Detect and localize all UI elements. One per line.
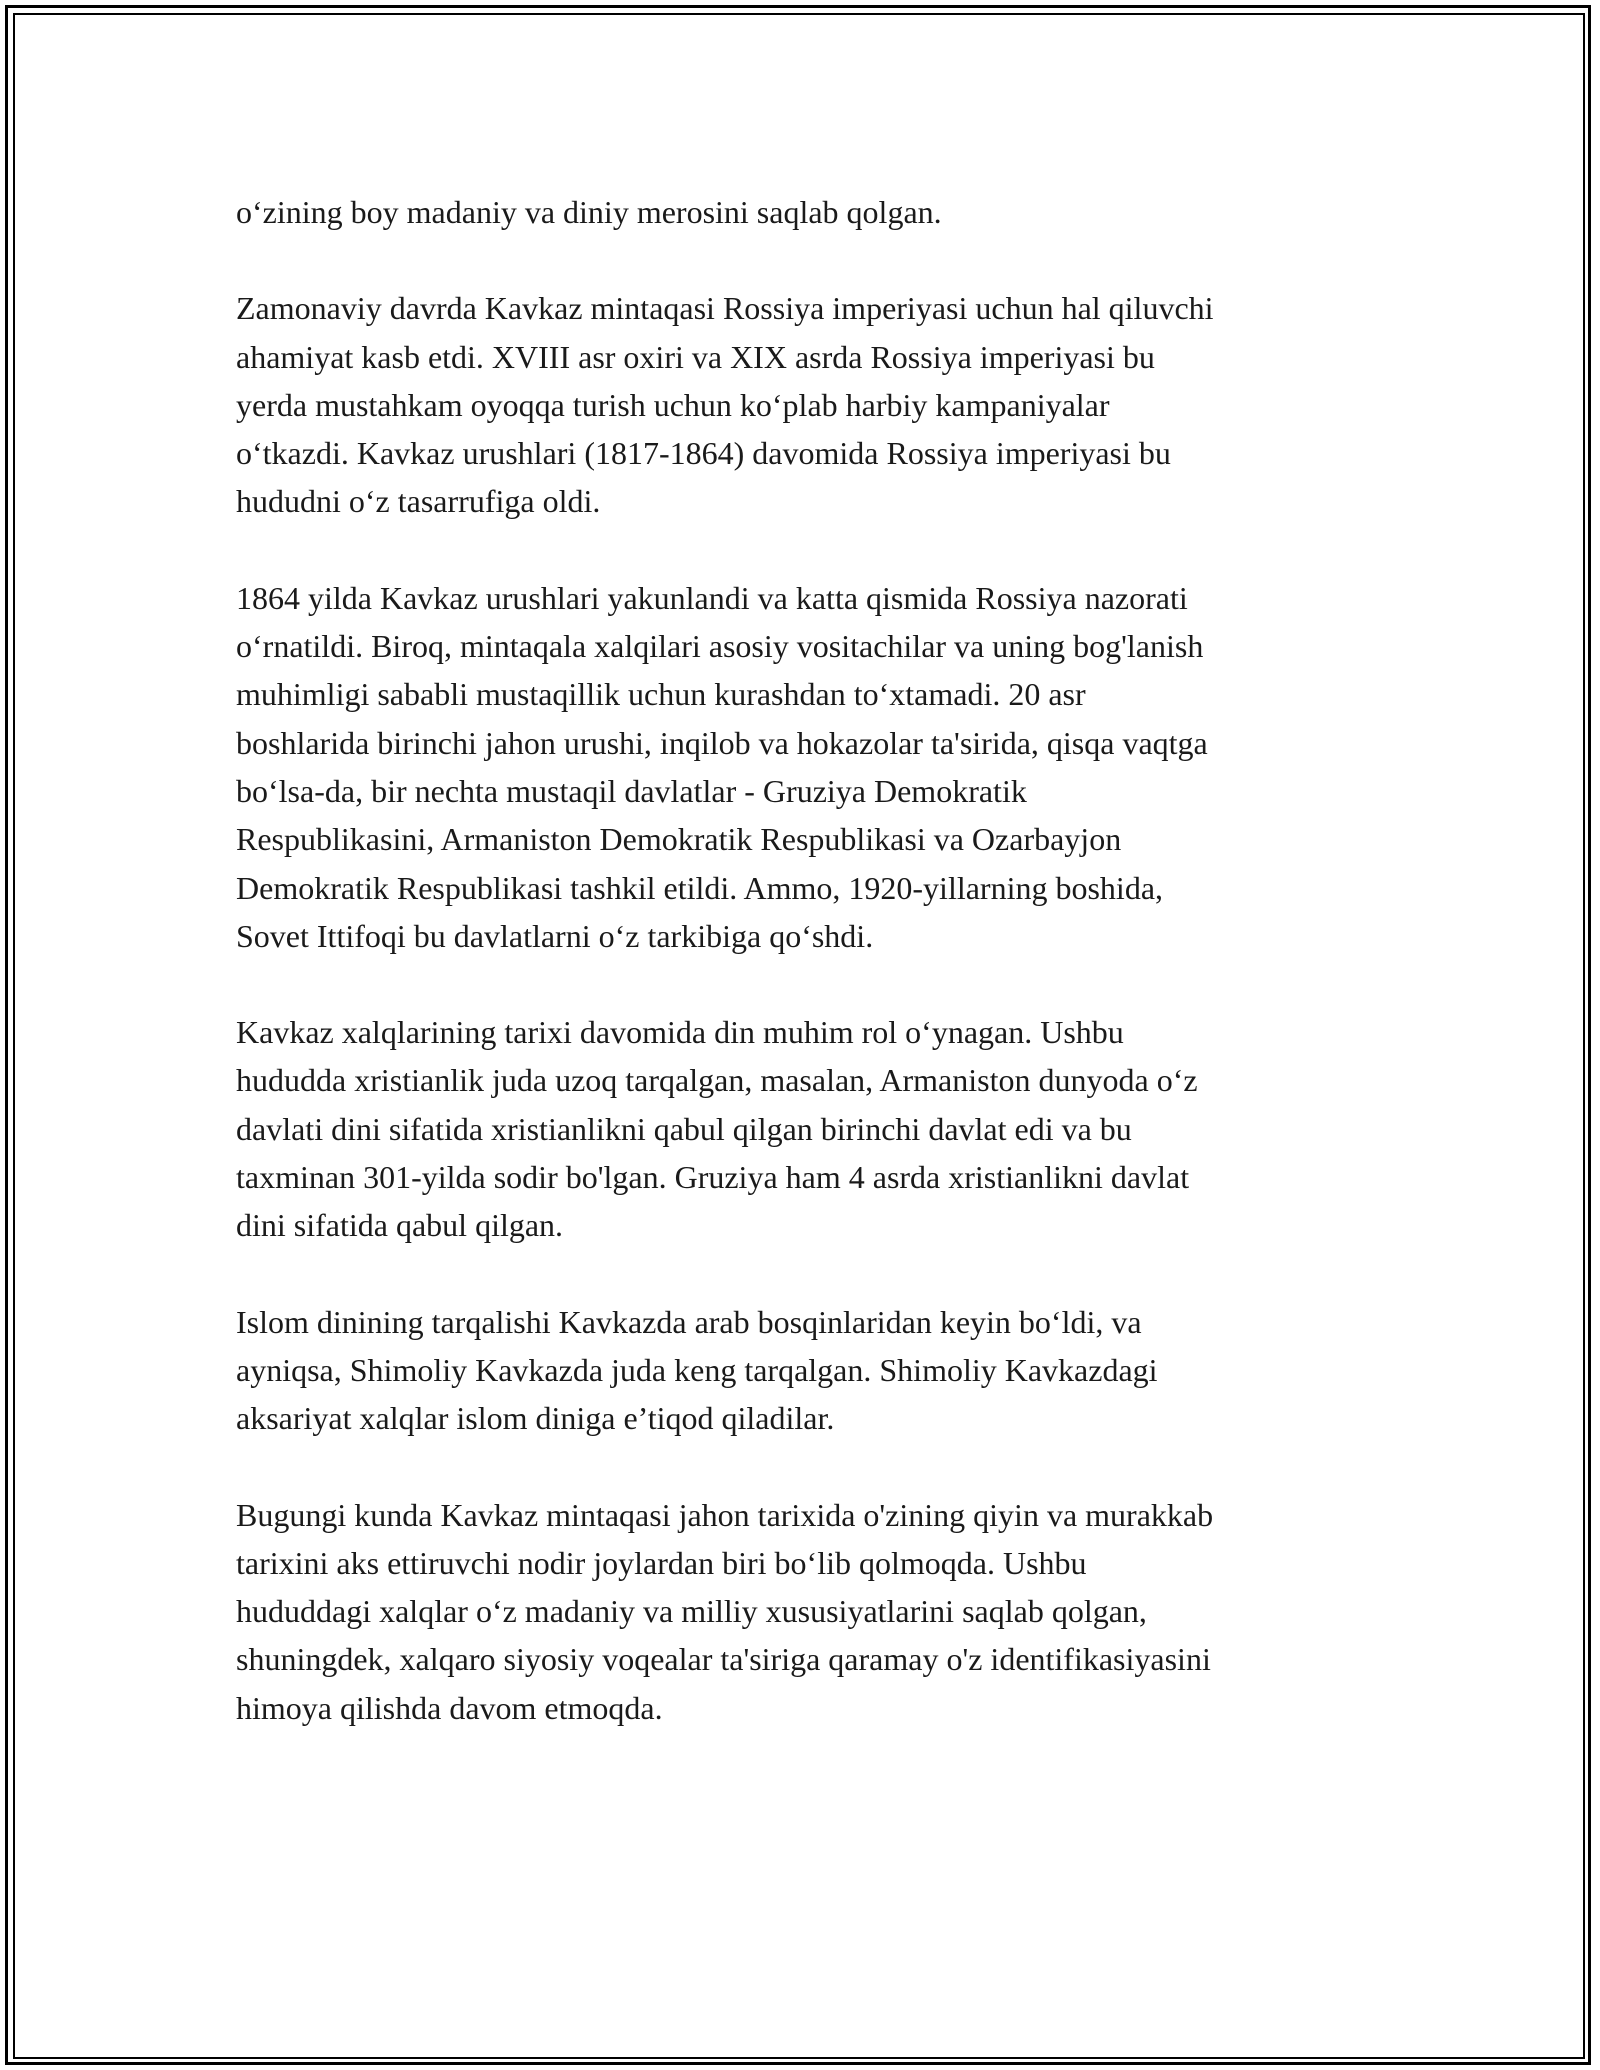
text-line: o‘zining boy madaniy va diniy merosini saqlab qolgan.: [236, 194, 942, 230]
paragraph-6: [236, 1491, 1366, 1732]
text-line: yerda mustahkam oyoqqa turish uchun ko‘plab harbiy kampaniyalar: [236, 386, 1110, 423]
text-line: shuningdek, xalqaro siyosiy voqealar ta'siriga qaramay o'z identifikasiyasini: [236, 1641, 1211, 1678]
text-line: Zamonaviy davrda Kavkaz mintaqasi Rossiya imperiyasi uchun hal qiluvchi: [236, 290, 1214, 327]
text-line: hududda xristianlik juda uzoq tarqalgan, masalan, Armaniston dunyoda o‘z: [236, 1062, 1198, 1099]
text-line: dini sifatida qabul qilgan.: [236, 1207, 564, 1244]
paragraph-3: [236, 574, 1366, 960]
text-line: muhimligi sababli mustaqillik uchun kurashdan to‘xtamadi. 20 asr: [236, 676, 1086, 713]
text-line: Sovet Ittifoqi bu davlatlarni o‘z tarkibiga qo‘shdi.: [236, 917, 874, 954]
text-line: tarixini aks ettiruvchi nodir joylardan biri bo‘lib qolmoqda. Ushbu: [236, 1544, 1087, 1581]
text-line: hududni o‘z tasarrufiga oldi.: [236, 483, 601, 520]
text-line: taxminan 301-yilda sodir bo'lgan. Gruziya ham 4 asrda xristianlikni davlat: [236, 1159, 1190, 1196]
text-line: aksariyat xalqlar islom diniga e’tiqod qiladilar.: [236, 1400, 835, 1437]
document-body: [236, 188, 1366, 1780]
text-line: Islom dinining tarqalishi Kavkazda arab bosqinlaridan keyin bo‘ldi, va: [236, 1303, 1142, 1340]
paragraph-1: [236, 188, 1366, 236]
text-line: o‘tkazdi. Kavkaz urushlari (1817-1864) davomida Rossiya imperiyasi bu: [236, 435, 1171, 472]
paragraph-4: [236, 1008, 1366, 1249]
text-line: Bugungi kunda Kavkaz mintaqasi jahon tarixida o'zining qiyin va murakkab: [236, 1496, 1214, 1533]
text-line: ahamiyat kasb etdi. XVIII asr oxiri va XIX asrda Rossiya imperiyasi bu: [236, 338, 1155, 375]
text-line: o‘rnatildi. Biroq, mintaqala xalqilari asosiy vositachilar va uning bog'lanish: [236, 628, 1204, 665]
text-line: hududdagi xalqlar o‘z madaniy va milliy xususiyatlarini saqlab qolgan,: [236, 1593, 1147, 1630]
text-line: himoya qilishda davom etmoqda.: [236, 1689, 663, 1726]
paragraph-5: [236, 1298, 1366, 1443]
text-line: davlati dini sifatida xristianlikni qabul qilgan birinchi davlat edi va bu: [236, 1110, 1132, 1147]
text-line: Respublikasini, Armaniston Demokratik Respublikasi va Ozarbayjon: [236, 821, 1122, 858]
text-line: bo‘lsa-da, bir nechta mustaqil davlatlar - Gruziya Demokratik: [236, 772, 1027, 809]
text-line: Demokratik Respublikasi tashkil etildi. Ammo, 1920-yillarning boshida,: [236, 869, 1164, 906]
text-line: 1864 yilda Kavkaz urushlari yakunlandi va katta qismida Rossiya nazorati: [236, 579, 1188, 616]
paragraph-2: [236, 284, 1366, 525]
text-line: ayniqsa, Shimoliy Kavkazda juda keng tarqalgan. Shimoliy Kavkazdagi: [236, 1351, 1158, 1388]
text-line: boshlarida birinchi jahon urushi, inqilob va hokazolar ta'sirida, qisqa vaqtga: [236, 724, 1208, 761]
text-line: Kavkaz xalqlarining tarixi davomida din muhim rol o‘ynagan. Ushbu: [236, 1014, 1124, 1051]
